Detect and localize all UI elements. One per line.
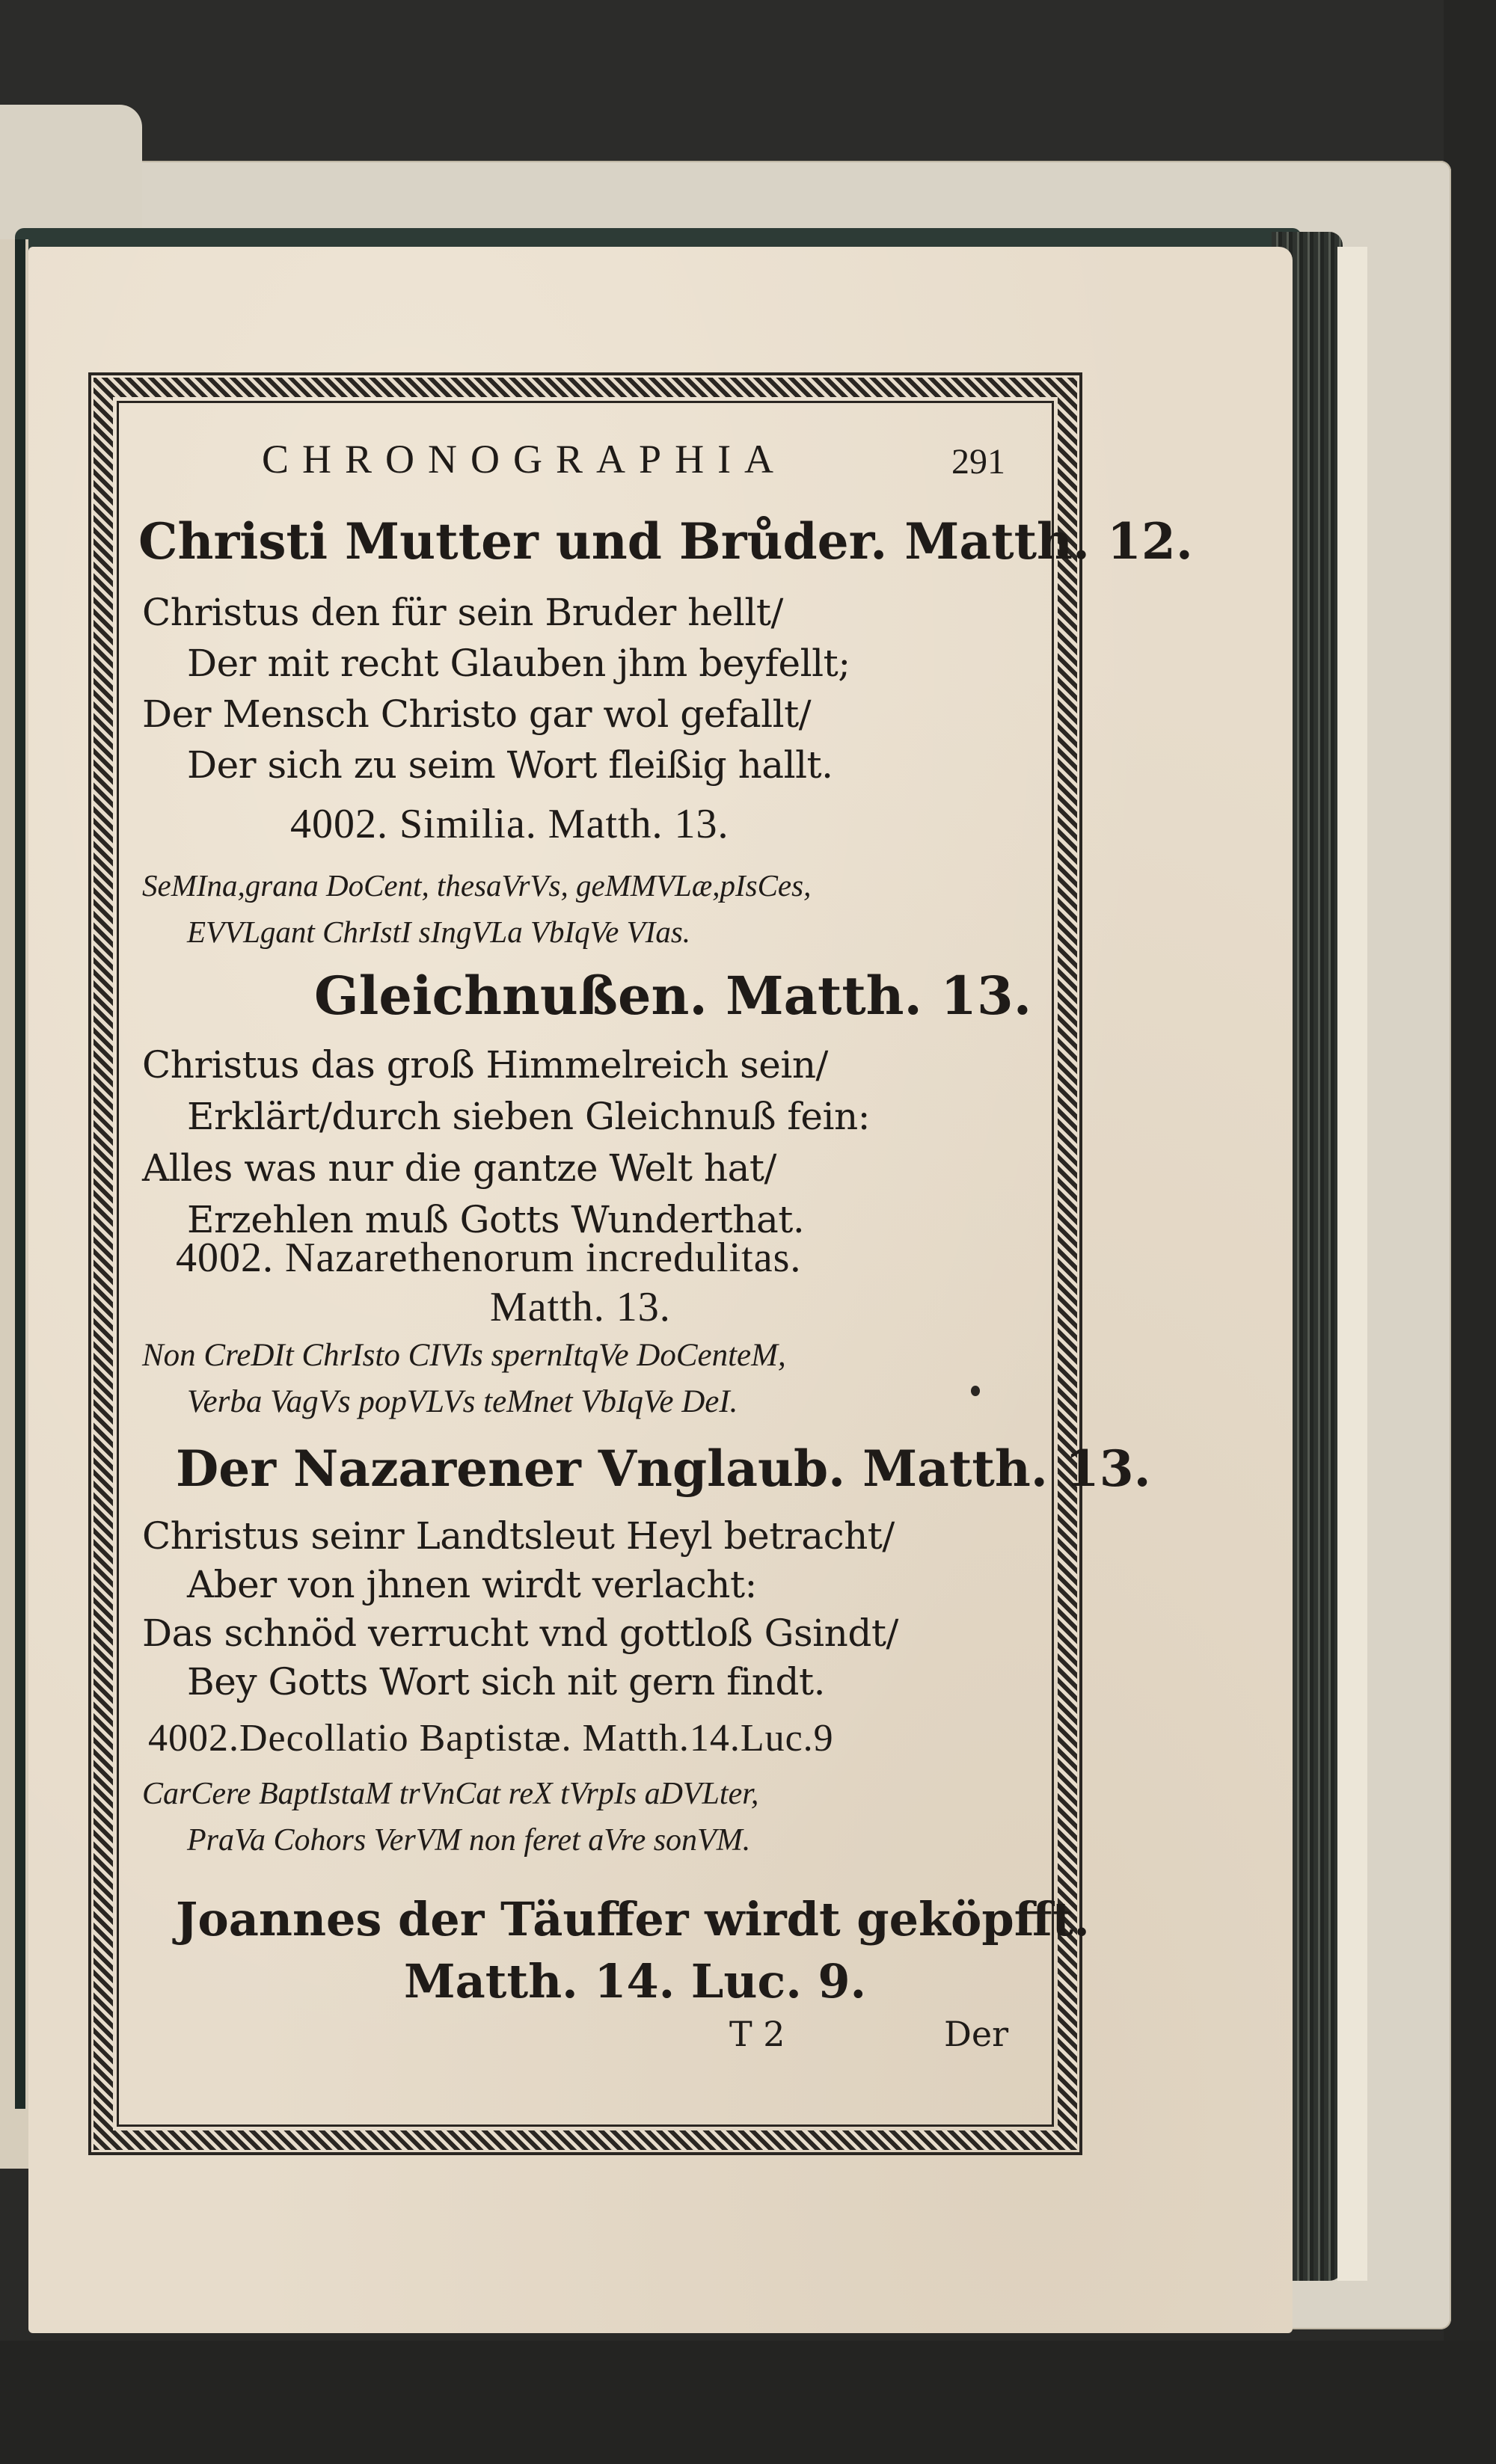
section-heading-continued: Matth. 14. Luc. 9. (404, 1954, 867, 2009)
verse-line: Der Mensch Christo gar wol gefallt/ (142, 692, 812, 736)
section-heading: Der Nazarener Vnglaub. Matth. 13. (176, 1440, 1151, 1498)
latin-chronogram: PraVa Cohors VerVM non feret aVre sonVM. (187, 1823, 751, 1858)
verse-line: Der mit recht Glauben jhm beyfellt; (187, 642, 850, 685)
verse-line: Erklärt/durch sieben Gleichnuß fein: (187, 1095, 871, 1138)
background-right (1444, 0, 1496, 2464)
chronology-entry: 4002. Similia. Matth. 13. (290, 801, 729, 847)
section-heading: Gleichnußen. Matth. 13. (314, 965, 1032, 1027)
verse-line: Bey Gotts Wort sich nit gern findt. (187, 1660, 825, 1703)
verse-line: Das schnöd verrucht vnd gottloß Gsindt/ (142, 1612, 898, 1655)
ink-spot (971, 1386, 980, 1396)
latin-chronogram: SeMIna,grana DoCent, thesaVrVs, geMMVLæ,pIsCes, (142, 868, 812, 903)
background-bottom (0, 2341, 1496, 2464)
latin-chronogram: Verba VagVs popVLVs teMnet VbIqVe DeI. (187, 1384, 738, 1419)
verse-line: Christus seinr Landtsleut Heyl betracht/ (142, 1514, 895, 1558)
signature-mark: T 2 (729, 2014, 785, 2054)
verse-line: Christus das groß Himmelreich sein/ (142, 1043, 828, 1087)
verse-line: Erzehlen muß Gotts Wunderthat. (187, 1198, 805, 1241)
latin-chronogram: EVVLgant ChrIstI sIngVLa VbIqVe VIas. (187, 915, 691, 949)
catchword: Der (944, 2014, 1009, 2054)
running-title: CHRONOGRAPHIA (262, 437, 788, 482)
verse-line: Alles was nur die gantze Welt hat/ (142, 1146, 776, 1190)
chronology-entry: 4002. Nazarethenorum incredulitas. (176, 1235, 802, 1281)
cover-board-edge (1337, 247, 1367, 2281)
book-spine-edge (0, 105, 142, 243)
verse-line: Der sich zu seim Wort fleißig hallt. (187, 743, 833, 787)
verse-line: Christus den für sein Bruder hellt/ (142, 591, 783, 634)
background-top (0, 0, 1496, 172)
section-heading: Christi Mutter und Brůder. Matth. 12. (138, 512, 1193, 571)
left-binding-strip (15, 239, 25, 2109)
latin-chronogram: CarCere BaptIstaM trVnCat reX tVrpIs aDVLter, (142, 1777, 759, 1811)
latin-chronogram: Non CreDIt ChrIsto CIVIs spernItqVe DoCenteM, (142, 1338, 786, 1373)
chronology-entry: 4002.Decollatio Baptistæ. Matth.14.Luc.9 (148, 1717, 834, 1760)
chronology-entry-continued: Matth. 13. (490, 1284, 671, 1330)
page-number: 291 (951, 442, 1005, 482)
section-heading: Joannes der Täuffer wirdt geköpfft. (176, 1892, 1090, 1947)
verse-line: Aber von jhnen wirdt verlacht: (187, 1563, 757, 1606)
